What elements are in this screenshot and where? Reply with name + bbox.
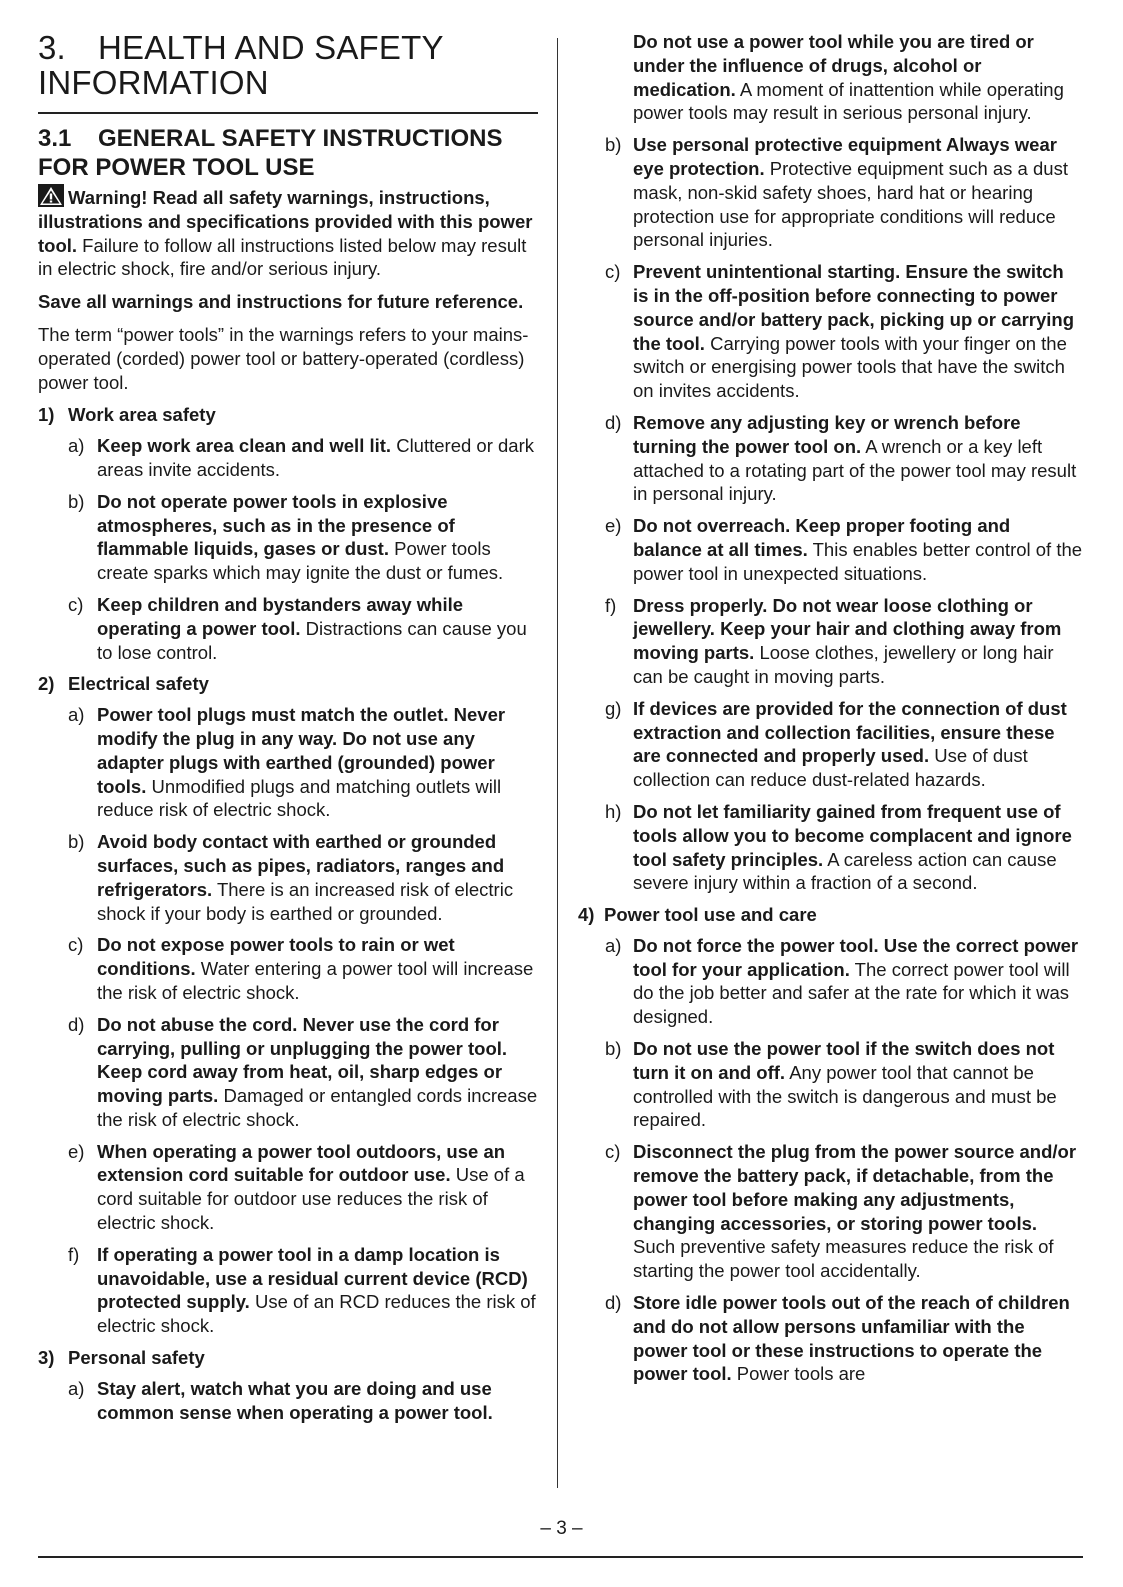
list-item	[578, 133, 1083, 252]
item-bold: Do not force the power tool. Use the correct power tool for your application.	[633, 934, 1079, 980]
item-letter: d)	[605, 1292, 622, 1314]
item-text: Water entering a power tool will increase the risk of electric shock.	[97, 958, 534, 1003]
list-item	[578, 1291, 1083, 1386]
item-letter: d)	[68, 1013, 85, 1035]
item-letter: c)	[68, 934, 84, 956]
item-letter: b)	[605, 1038, 622, 1060]
item-bold: Disconnect the plug from the power source and/or remove the battery pack, if detachable, from the power tool before making any adjustments, changing accessories, or storing power tools.	[633, 1141, 1077, 1234]
save-notice-text: Save all warnings and instructions for future reference.	[38, 291, 524, 313]
list-item	[38, 1140, 538, 1235]
item-letter: a)	[68, 1377, 85, 1399]
item-letter: c)	[68, 593, 84, 615]
subheading-number: 3.1	[38, 125, 72, 152]
section-number: 2)	[38, 673, 55, 695]
list-item	[38, 1377, 538, 1425]
section-title: Power tool use and care	[604, 904, 817, 926]
list-item	[38, 933, 538, 1004]
item-bold: Dress properly. Do not wear loose clothing or jewellery. Keep your hair and clothing away from moving parts.	[633, 594, 1062, 664]
section-number: 3)	[38, 1347, 55, 1369]
item-letter: b)	[605, 134, 622, 156]
item-text: Any power tool that cannot be controlled with the switch is dangerous and must be repaired.	[633, 1061, 1057, 1131]
left-column	[38, 30, 538, 1432]
list-item	[38, 434, 538, 482]
item-bold: If operating a power tool in a damp location is unavoidable, use a residual current device (RCD) protected supply.	[97, 1243, 528, 1313]
item-text: Power tools create sparks which may ignite the dust or fumes.	[97, 538, 504, 584]
item-letter: b)	[68, 490, 85, 512]
list-item	[578, 514, 1083, 585]
item-text: The correct power tool will do the job better and safer at the rate for which it was designed.	[633, 958, 1070, 1028]
item-text: Power tools are	[731, 1363, 866, 1385]
item-bold: Avoid body contact with earthed or grounded surfaces, such as pipes, radiators, ranges and refrigerators.	[97, 831, 505, 900]
item-bold: Do not let familiarity gained from frequent use of tools allow you to become complacent and ignore tool safety principles.	[633, 800, 1072, 870]
warning-triangle-icon	[38, 184, 64, 207]
item-bold: Do not operate power tools in explosive atmospheres, such as in the presence of flammable liquids, gases or dust.	[97, 490, 455, 560]
item-text: Protective equipment such as a dust mask, non-skid safety shoes, hard hat or hearing protection use for appropriate conditions will reduce personal injuries.	[633, 157, 1068, 251]
section-number: 1)	[38, 404, 55, 426]
heading-title: HEALTH AND SAFETY INFORMATION	[38, 29, 444, 101]
heading-number: 3.	[38, 29, 66, 66]
item-bold: Do not expose power tools to rain or wet conditions.	[97, 934, 455, 980]
item-bold: When operating a power tool outdoors, use an extension cord suitable for outdoor use.	[97, 1140, 506, 1186]
item-letter: g)	[605, 697, 622, 719]
item-bold: Do not use the power tool if the switch does not turn it on and off.	[633, 1038, 1055, 1083]
item-text: Use of an RCD reduces the risk of electric shock.	[97, 1291, 536, 1337]
list-item	[38, 830, 538, 925]
item-text: Unmodified plugs and matching outlets will reduce risk of electric shock.	[97, 775, 502, 821]
list-item	[578, 800, 1083, 895]
list-item	[578, 1140, 1083, 1283]
item-bold: Prevent unintentional starting. Ensure the switch is in the off-position before connecting to power source and/or battery pack, picking up or carrying the tool.	[633, 261, 1075, 354]
item-letter: a)	[68, 435, 85, 457]
item-bold: If devices are provided for the connection of dust extraction and collection facilities, ensure these are connected and properly used.	[633, 697, 1067, 767]
list-item	[38, 593, 538, 664]
list-item	[578, 697, 1083, 792]
item-letter: d)	[605, 411, 622, 433]
section-title: Electrical safety	[68, 673, 209, 695]
item-letter: b)	[68, 831, 85, 853]
list-item	[578, 1037, 1083, 1132]
item-text: A wrench or a key left attached to a rotating part of the power tool may result in personal injury.	[633, 435, 1077, 505]
item-bold: Remove any adjusting key or wrench before turning the power tool on.	[633, 411, 1021, 457]
section-personal	[38, 1346, 538, 1370]
item-letter: a)	[605, 934, 622, 956]
item-bold: Keep children and bystanders away while operating a power tool.	[97, 593, 464, 639]
item-bold: Do not use a power tool while you are tired or under the influence of drugs, alcohol or medication.	[633, 31, 1034, 100]
warning-text: Failure to follow all instructions listed below may result in electric shock, fire and/or serious injury.	[38, 234, 527, 280]
item-text: Distractions can cause you to lose control.	[97, 617, 527, 663]
item-text: There is an increased risk of electric shock if your body is earthed or grounded.	[97, 878, 514, 924]
save-notice	[38, 290, 538, 314]
list-item	[38, 703, 538, 822]
list-item	[38, 1013, 538, 1132]
item-letter: f)	[68, 1243, 80, 1265]
item-letter: f)	[605, 594, 617, 616]
item-bold: Use personal protective equipment Always wear eye protection.	[633, 134, 1057, 179]
item-bold: Do not abuse the cord. Never use the cord for carrying, pulling or unplugging the power tool. Keep cord away from heat, oil, sharp edges or moving parts.	[97, 1013, 508, 1107]
item-letter: c)	[605, 1141, 621, 1163]
section-work-area	[38, 403, 538, 427]
item-letter: a)	[68, 704, 85, 726]
intro-paragraph: The term “power tools” in the warnings refers to your mains-operated (corded) power tool or battery-operated (cordless) power tool.	[38, 323, 529, 393]
list-item	[38, 490, 538, 585]
list-item-continued	[578, 30, 1083, 125]
list-item	[38, 1243, 538, 1338]
item-text: A moment of inattention while operating power tools may result in serious personal injury.	[633, 78, 1064, 124]
list-item	[578, 260, 1083, 403]
subheading-title: GENERAL SAFETY INSTRUCTIONS FOR POWER TOOL USE	[38, 125, 503, 181]
section-number: 4)	[578, 904, 595, 926]
item-letter: h)	[605, 800, 622, 822]
item-letter: e)	[68, 1140, 85, 1162]
subsection-heading	[38, 124, 538, 182]
item-text: Carrying power tools with your finger on the switch or energising power tools that have the switch on invites accidents.	[633, 332, 1067, 402]
footer-rule	[38, 1556, 1083, 1558]
item-bold: Stay alert, watch what you are doing and use common sense when operating a power tool.	[97, 1377, 493, 1423]
item-letter: e)	[605, 515, 622, 537]
section-title: Personal safety	[68, 1347, 205, 1369]
list-item	[578, 934, 1083, 1029]
item-text: Loose clothes, jewellery or long hair can be caught in moving parts.	[633, 642, 1054, 687]
item-text: A careless action can cause severe injury within a fraction of a second.	[633, 848, 1057, 894]
warning-bold: Warning! Read all safety warnings, instructions, illustrations and specifications provided with this power tool.	[38, 187, 533, 256]
item-text: Damaged or entangled cords increase the risk of electric shock.	[97, 1085, 538, 1130]
item-letter: c)	[605, 261, 621, 283]
item-text: This enables better control of the power tool in unexpected situations.	[633, 538, 1083, 584]
section-power-tool-use	[578, 903, 1083, 927]
page-number: – 3 –	[540, 1518, 583, 1539]
item-bold: Power tool plugs must match the outlet. Never modify the plug in any way. Do not use any adapter plugs with earthed (grounded) power tools.	[97, 704, 506, 797]
item-text: Cluttered or dark areas invite accidents.	[97, 435, 534, 480]
item-text: Use of a cord suitable for outdoor use reduces the risk of electric shock.	[97, 1164, 525, 1234]
right-column	[578, 30, 1083, 1394]
item-bold: Keep work area clean and well lit.	[97, 435, 392, 457]
item-bold: Store idle power tools out of the reach of children and do not allow persons unfamiliar with the power tool or these instructions to operate the power tool.	[633, 1292, 1070, 1385]
section-electrical	[38, 672, 538, 696]
section-heading	[38, 30, 538, 114]
item-bold: Do not overreach. Keep proper footing and balance at all times.	[633, 515, 1011, 560]
list-item	[578, 594, 1083, 689]
warning-paragraph	[38, 184, 538, 281]
column-divider	[557, 38, 558, 1488]
item-text: Use of dust collection can reduce dust-related hazards.	[633, 745, 1028, 791]
item-text: Such preventive safety measures reduce the risk of starting the power tool accidentally.	[633, 1236, 1054, 1282]
section-title: Work area safety	[68, 404, 216, 426]
list-item	[578, 411, 1083, 506]
